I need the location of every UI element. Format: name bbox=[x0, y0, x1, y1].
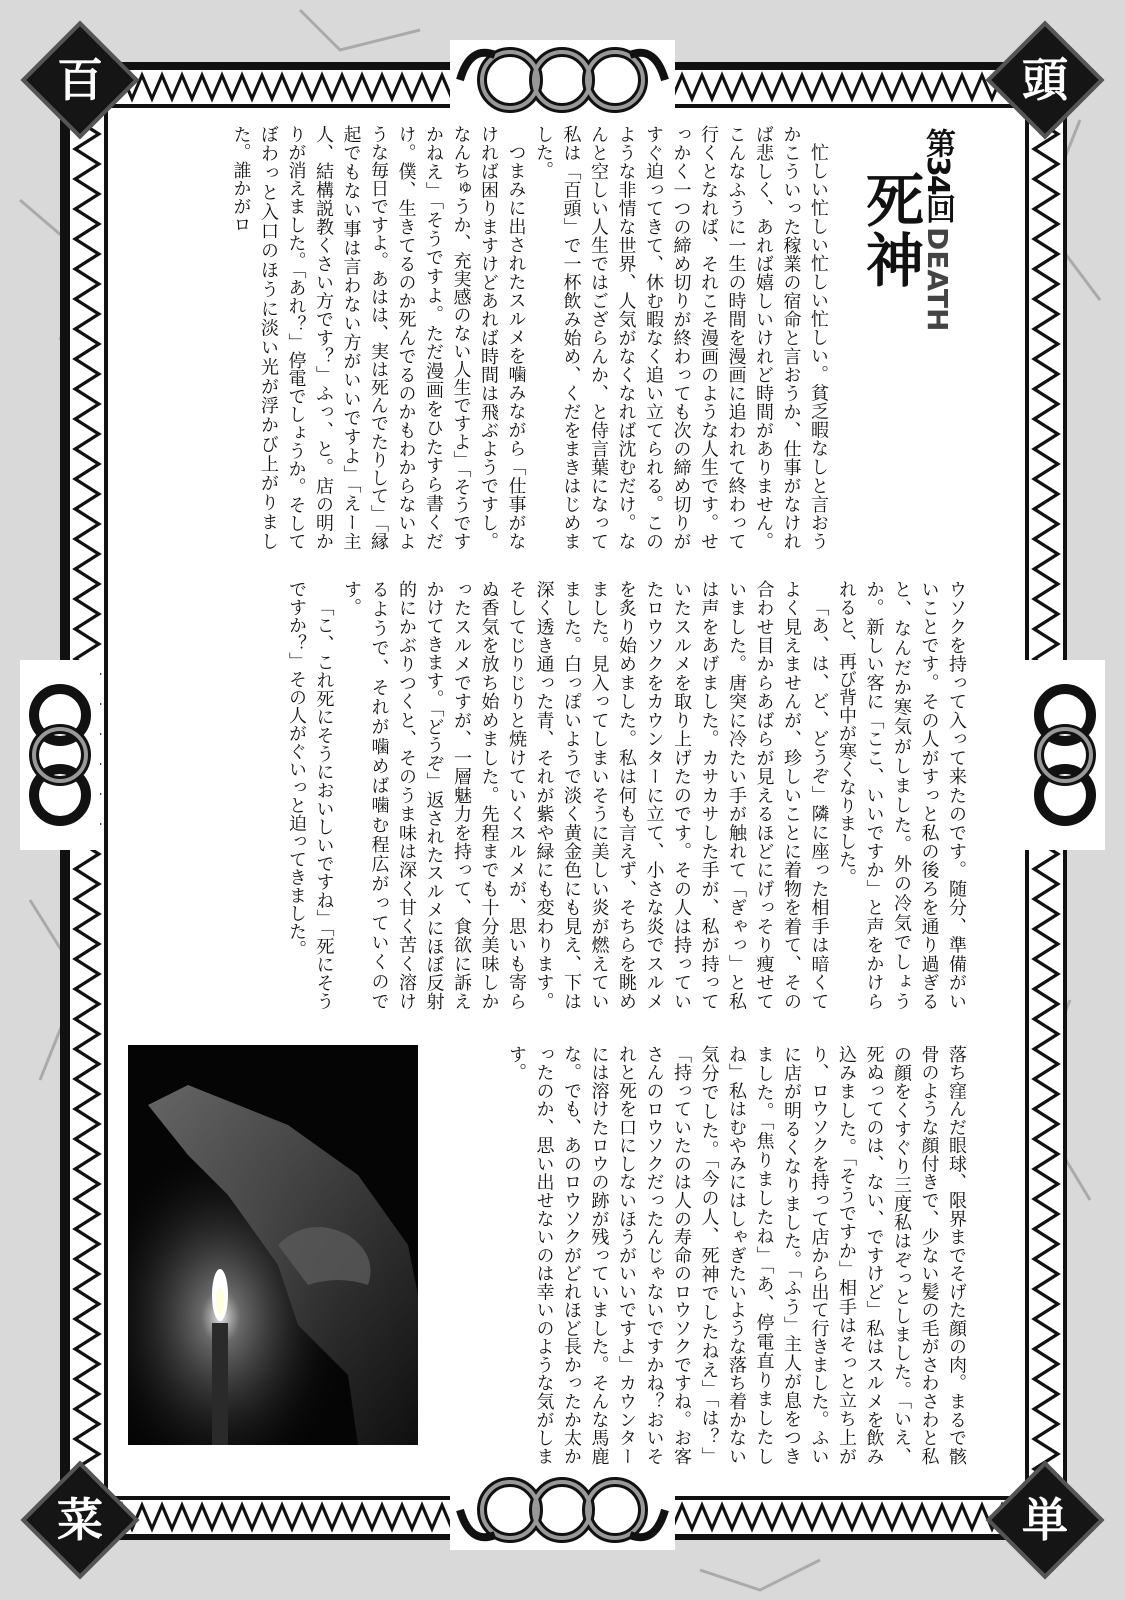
article-title-main bbox=[848, 170, 932, 310]
paragraph: ウソクを持って入って来たのです。随分、準備がいいことです。その人がすっと私の後ろを通り過ぎると、なんだか寒気がしました。外の冷気でしょうか。新しい客に「ここ、いいですか」と声をかけられると、再び背中が寒くなりました。 bbox=[836, 580, 967, 1010]
paragraph: つまみに出されたスルメを噛みながら「仕事がなければ困りますけどあれば時間は飛ぶようですし。なんちゅうか、充実感のない人生ですよ」「そうですかねえ」「そうですよ。ただ漫画をひたすら書くだけ。僕、生きてるのか死んでるのかもわからないような毎日ですよ。あはは、実は死んでたりして」「縁起でもない事は言わない方がいいですよ」「えー主人、結構説教くさい方です？」ふっ、と。店の明かりが消えました。「あれ？」停電でしょうか。そしてぼわっと入口のほうに淡い光が浮かび上がりました。誰かがロ bbox=[230, 125, 527, 550]
corner-top-right: 頭 bbox=[986, 21, 1105, 140]
bottom-knot-icon bbox=[450, 1470, 675, 1550]
paragraph: 「あ、は、ど、どうぞ」隣に座った相手は暗くてよく見えませんが、珍しいことに着物を着て、その合わせ目からあばらが見えるほどにげっそり痩せていました。唐突に冷たい手が触れて「ぎゃっ」と私は声をあげました。カサカサした手が、私が持っていたスルメを取り上げたのです。その人は持っていたロウソクをカウンターに立て、小さな炎でスルメを炙り始めました。私は何も言えず、そちらを眺めました。見入ってしまいそうに美しい炎が燃えていました。白っぽいようで淡く黄金色にも見え、下は深く透き通った青、それが紫や緑にも変わります。そしてじりじりと焼けていくスルメが、思いも寄らぬ香気を放ち始めました。先程までも十分美味しかったスルメですが、一層魅力を持って、食欲に訴えかけてきます。「どうぞ」返されたスルメにほぼ反射的にかぶりつくと、そのうま味は深く甘く苦く溶けるようで、それが噛めば噛む程広がっていくのです。 bbox=[341, 580, 830, 1010]
top-knot-icon bbox=[450, 40, 675, 120]
paragraph: 忙しい忙しい忙しい忙しい。貧乏暇なしと言おうかこういった稼業の宿命と言おうか、仕事がなければ悲しく、あれば嬉しいけれど時間がありません。こんなふうに一生の時間を漫画に追われて終わって行くとなれば、それこそ漫画のような人生です。せっかく一つの締め切りが終わっても次の締め切りがすぐ迫ってきて、休む暇なく追い立てられる。このような非情な世界、人気がなくなれば沈むだけ。なんと空しい人生ではござらんか、と侍言葉になって私は「百頭」で一杯飲み始め、くだをまきはじめました。 bbox=[533, 125, 829, 550]
text-block-middle bbox=[132, 580, 970, 1010]
text-block-bottom bbox=[438, 1045, 970, 1465]
paragraph: 落ち窪んだ眼球、限界までそげた顔の肉。まるで骸骨のような顔付きで、少ない髪の毛がさわさわと私の顔をくすぐり三度私はぞっとしました。「いえ、死ぬってのは、ない、ですけど」私はスルメを飲み込みました。「そうですか」相手はそっと立ち上がり、ロウソクを持って店から出て行きました。ふいに店が明るくなりました。「ふう」主人が息をつきました。「焦りましたね」「あ、停電直りましたしね」私はむやみにはしゃぎたいような落ち着かない気分でした。「今の人、死神でしたねえ」「は？」「持っていたのは人の寿命のロウソクですね。お客さんのロウソクだったんじゃないですかね？おいそれと死を口にしないほうがいいですよ」カウンターには溶けたロウの跡が残っていました。そんな馬鹿な。でも、あのロウソクがどれほど長かったか太かったのか、思い出せないのは幸いのような気がします。 bbox=[506, 1045, 967, 1466]
left-knot-icon bbox=[20, 660, 100, 850]
title-number: 第34回 bbox=[920, 128, 955, 222]
right-knot-icon bbox=[1025, 660, 1105, 850]
title-english: DEATH bbox=[921, 226, 954, 332]
corner-top-left: 百 bbox=[21, 21, 140, 140]
corner-bottom-left: 菜 bbox=[21, 1461, 140, 1580]
paragraph: 「こ、これ死にそうにおいしいですね」「死にそうですか？」その人がぐいっと迫ってきました。 bbox=[286, 580, 335, 1010]
candle-hand-photo bbox=[128, 1045, 418, 1445]
corner-bottom-right: 単 bbox=[986, 1461, 1105, 1580]
text-block-top bbox=[132, 125, 832, 550]
title-main: 死神 bbox=[856, 170, 924, 290]
